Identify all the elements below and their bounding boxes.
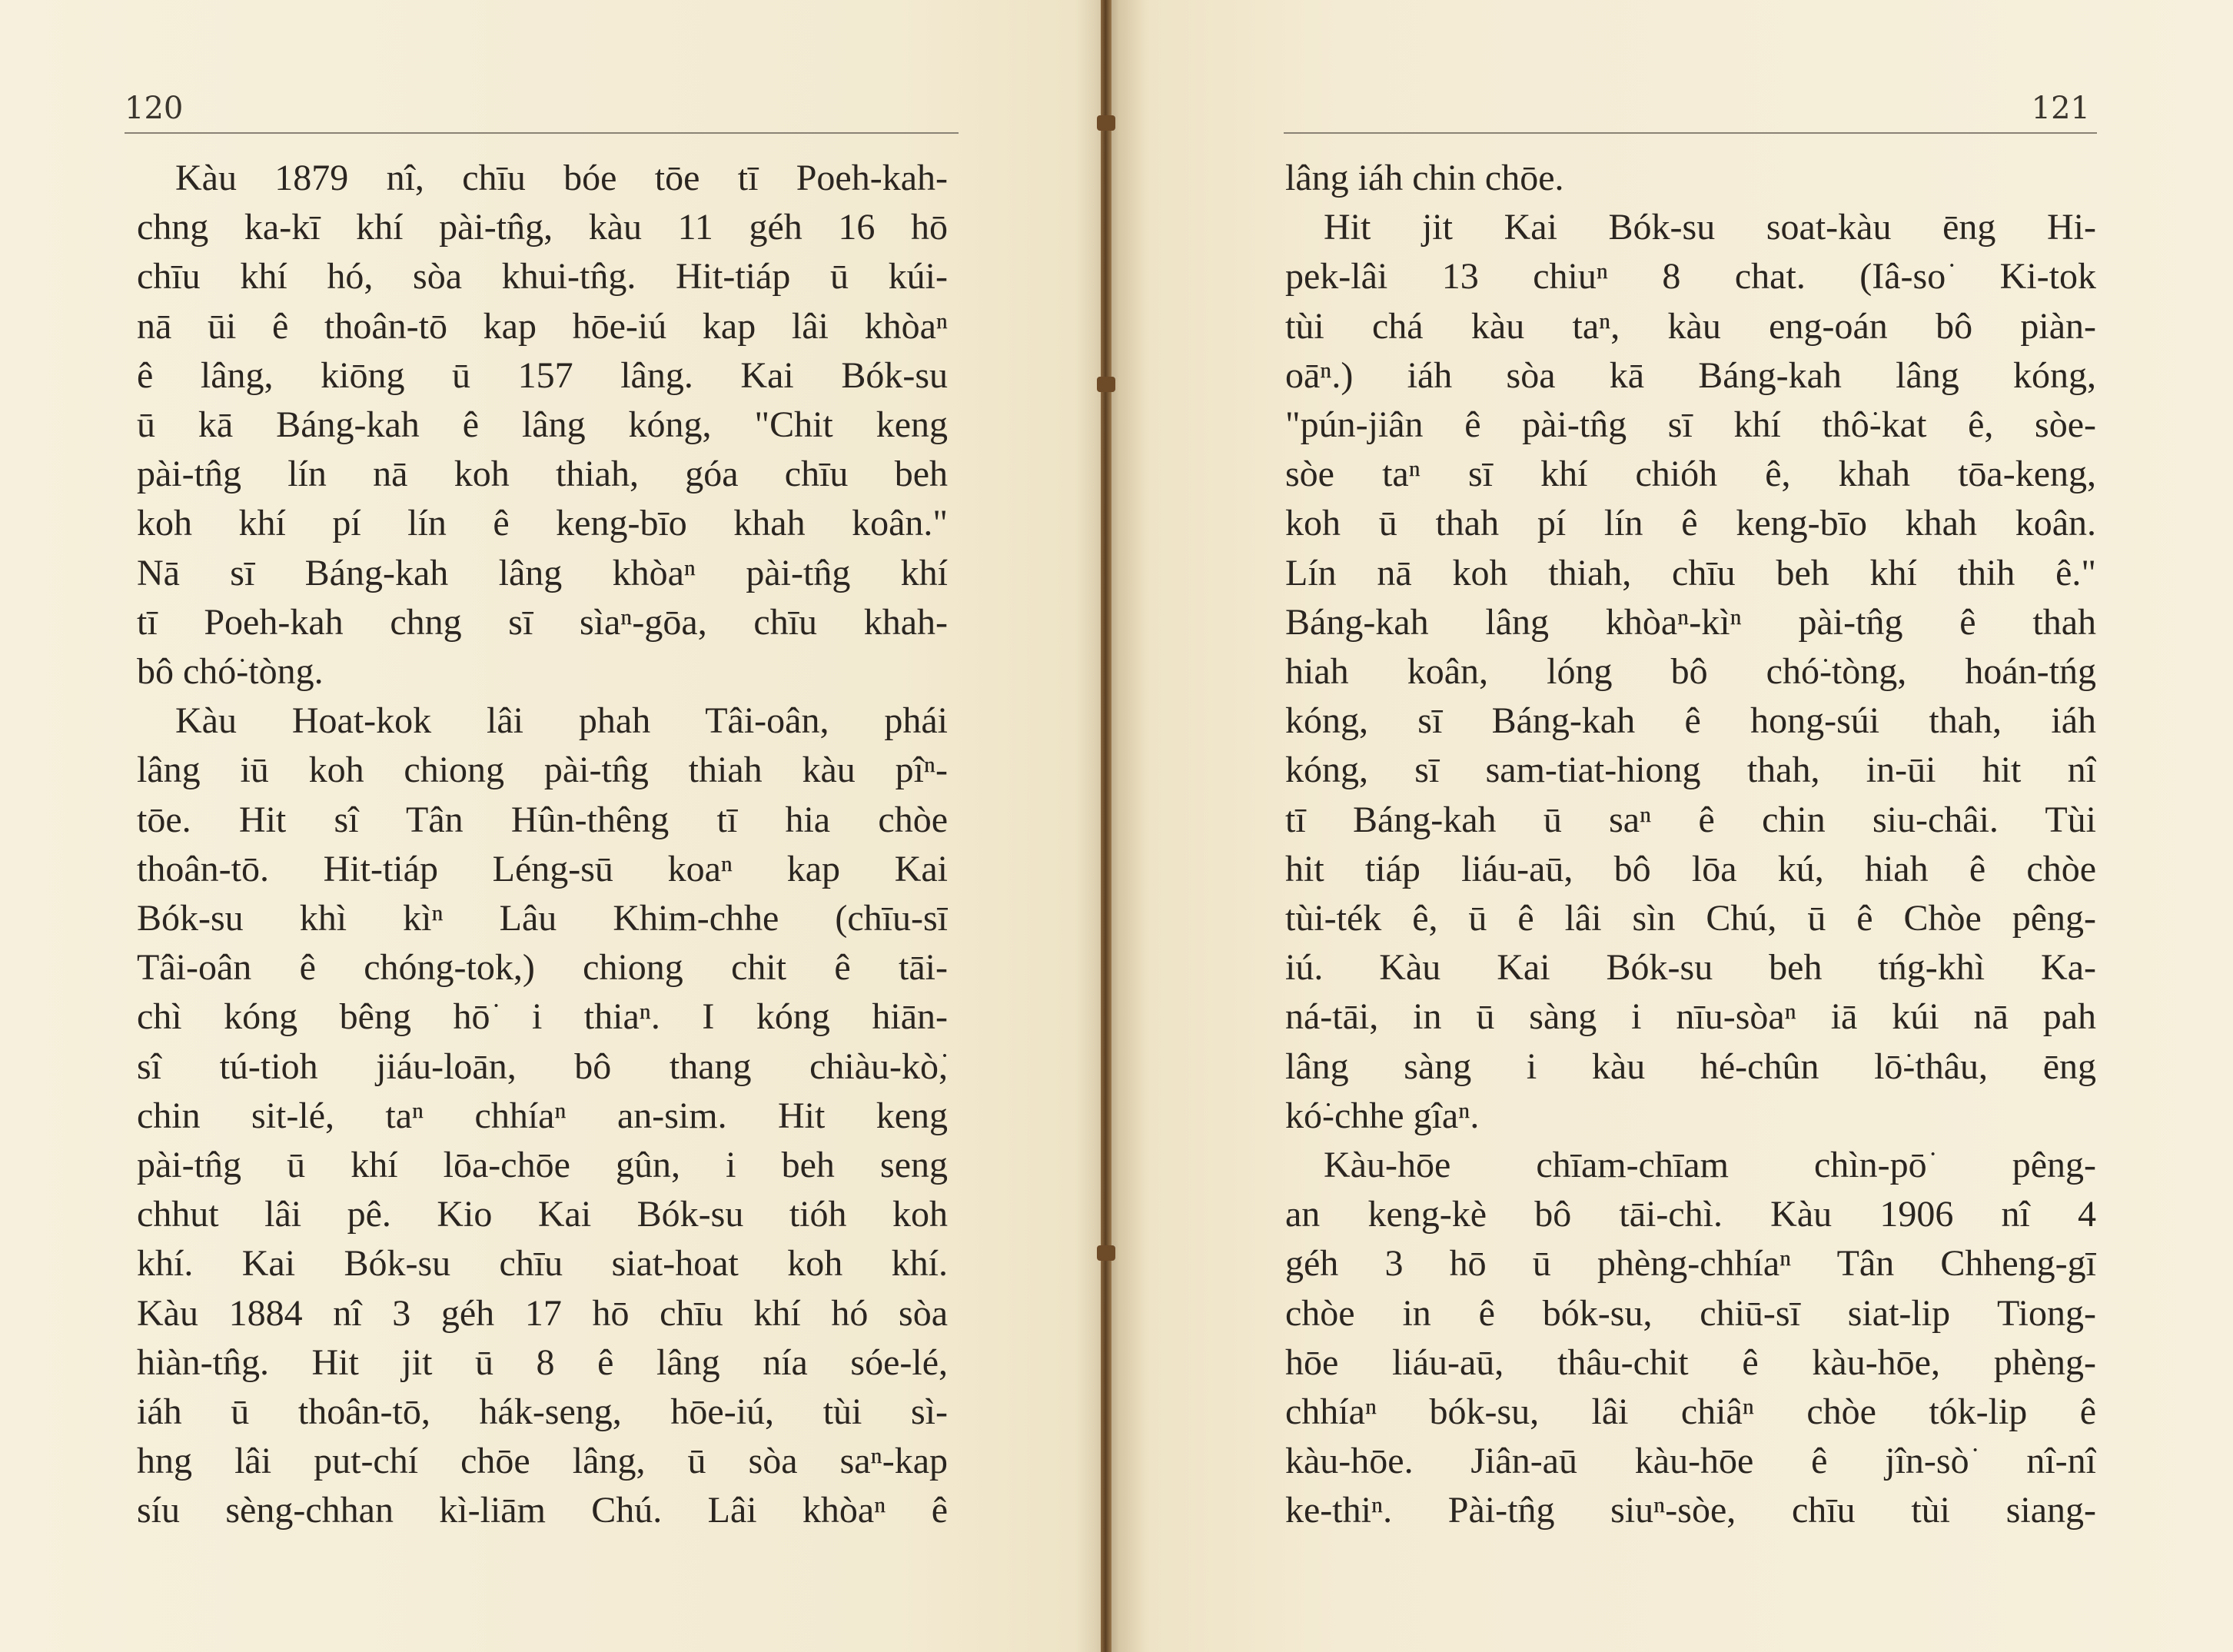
text-line: ê lâng, kiōng ū 157 lâng. Kai Bók-su [137,354,948,396]
text-line: pài-tn̂g lín nā koh thiah, góa chīu beh [137,454,948,495]
text-line: Kàu Hoat-kok lâi phah Tâi-oân, phái [175,700,948,742]
text-line: Tâi-oân ê chóng-tok,) chiong chit ê tāi- [137,947,948,989]
text-line: hit tiáp liáu-aū, bô lōa kú, hiah ê chòe [1285,848,2096,889]
text-line: sòe taⁿ sī khí chióh ê, khah tōa-keng, [1285,454,2096,495]
text-line: hōe liáu-aū, thâu-chit ê kàu-hōe, phèng- [1285,1341,2096,1383]
text-line: "pún-jiân ê pài-tn̂g sī khí thô͘-kat ê, sòe- [1285,404,2096,446]
page-number-left: 120 [125,91,184,126]
header-rule-left [125,132,959,134]
text-line: síu sèng-chhan kì-liām Chú. Lâi khòaⁿ ê [137,1490,948,1531]
left-page [0,0,1107,1652]
text-line: ná-tāi, in ū sàng i nīu-sòaⁿ iā kúi nā pah [1285,996,2096,1038]
text-line: nā ūi ê thoân-tō kap hōe-iú kap lâi khòaⁿ [137,305,948,347]
text-line: chì kóng bêng hō͘ i thiaⁿ. I kóng hiān- [137,996,948,1038]
left-page-text [137,154,948,1536]
text-line: ke-thiⁿ. Pài-tn̂g siuⁿ-sòe, chīu tùi siang- [1285,1490,2096,1531]
text-line: pek-lâi 13 chiuⁿ 8 chat. (Iâ-so͘ Ki-tok [1285,256,2096,297]
text-line: chhíaⁿ bók-su, lâi chiâⁿ chòe tók-lip ê [1285,1391,2096,1433]
text-line: Kàu 1879 nî, chīu bóe tōe tī Poeh-kah- [175,158,948,198]
text-line: hiah koân, lóng bô chó͘-tòng, hoán-tńg [1285,651,2096,693]
binding-thread [1097,1245,1115,1261]
text-line: chīu khí hó, sòa khui-tn̂g. Hit-tiáp ū kúi- [137,256,948,297]
text-line: ū kā Báng-kah ê lâng kóng, "Chit keng [137,404,948,446]
text-line: lâng iū koh chiong pài-tn̂g thiah kàu pîⁿ- [137,750,948,791]
text-line: chin sit-lé, taⁿ chhíaⁿ an-sim. Hit keng [137,1095,948,1136]
text-line: kóng, sī Báng-kah ê hong-súi thah, iáh [1285,700,2096,742]
binding-thread [1097,115,1115,131]
text-line: lâng sàng i kàu hé-chûn lō͘-thâu, ēng [1285,1045,2096,1087]
text-line: kóng, sī sam-tiat-hiong thah, in-ūi hit nî [1285,750,2096,791]
text-line: an keng-kè bô tāi-chì. Kàu 1906 nî 4 [1285,1194,2096,1235]
text-line: Kàu-hōe chīam-chīam chìn-pō͘ pêng- [1324,1145,2096,1186]
page-number-right: 121 [2031,91,2090,126]
text-line: tùi-ték ê, ū ê lâi sìn Chú, ū ê Chòe pêng- [1285,898,2096,939]
text-line: géh 3 hō ū phèng-chhíaⁿ Tân Chheng-gī [1285,1243,2096,1285]
text-line: Báng-kah lâng khòaⁿ-kìⁿ pài-tn̂g ê thah [1285,601,2096,643]
text-line: Hit jit Kai Bók-su soat-kàu ēng Hi- [1324,207,2096,248]
text-line: hiàn-tn̂g. Hit jit ū 8 ê lâng nía sóe-lé, [137,1341,948,1383]
text-line: Lín nā koh thiah, chīu beh khí thih ê." [1285,552,2096,593]
text-line: iú. Kàu Kai Bók-su beh tńg-khì Ka- [1285,947,2096,989]
text-line: Nā sī Báng-kah lâng khòaⁿ pài-tn̂g khí [137,552,948,593]
book-gutter [1101,0,1112,1652]
text-line: khí. Kai Bók-su chīu siat-hoat koh khí. [137,1243,948,1285]
text-line: kàu-hōe. Jiân-aū kàu-hōe ê jîn-sò͘ nî-nî [1285,1441,2096,1482]
right-page [1115,0,2233,1652]
text-line: lâng iáh chin chōe. [1285,158,1564,198]
text-line: tī Poeh-kah chng sī sìaⁿ-gōa, chīu khah- [137,601,948,643]
text-line: thoân-tō. Hit-tiáp Léng-sū koaⁿ kap Kai [137,848,948,889]
text-line: tī Báng-kah ū saⁿ ê chin siu-châi. Tùi [1285,799,2096,840]
header-rule-right [1284,132,2097,134]
text-line: bô chó͘-tòng. [137,651,324,693]
text-line: chòe in ê bók-su, chiū-sī siat-lip Tiong- [1285,1292,2096,1334]
text-line: chng ka-kī khí pài-tn̂g, kàu 11 géh 16 hō [137,207,948,248]
right-page-text [1285,154,2096,1536]
text-line: chhut lâi pê. Kio Kai Bók-su tióh koh [137,1194,948,1235]
text-line: iáh ū thoân-tō, hák-seng, hōe-iú, tùi sì- [137,1391,948,1433]
text-line: tùi chá kàu taⁿ, kàu eng-oán bô piàn- [1285,305,2096,347]
text-line: koh ū thah pí lín ê keng-bīo khah koân. [1285,503,2096,544]
text-line: pài-tn̂g ū khí lōa-chōe gûn, i beh seng [137,1145,948,1186]
text-line: Bók-su khì kìⁿ Lâu Khim-chhe (chīu-sī [137,898,948,939]
text-line: koh khí pí lín ê keng-bīo khah koân." [137,503,948,544]
text-line: Kàu 1884 nî 3 géh 17 hō chīu khí hó sòa [137,1292,948,1334]
text-line: tōe. Hit sî Tân Hûn-thêng tī hia chòe [137,799,948,840]
binding-thread [1097,377,1115,392]
text-line: kó͘-chhe gîaⁿ. [1285,1095,1480,1136]
text-line: sî tú-tioh jiáu-loān, bô thang chiàu-kò͘, [137,1045,948,1087]
text-line: oāⁿ.) iáh sòa kā Báng-kah lâng kóng, [1285,354,2096,396]
text-line: hng lâi put-chí chōe lâng, ū sòa saⁿ-kap [137,1441,948,1482]
